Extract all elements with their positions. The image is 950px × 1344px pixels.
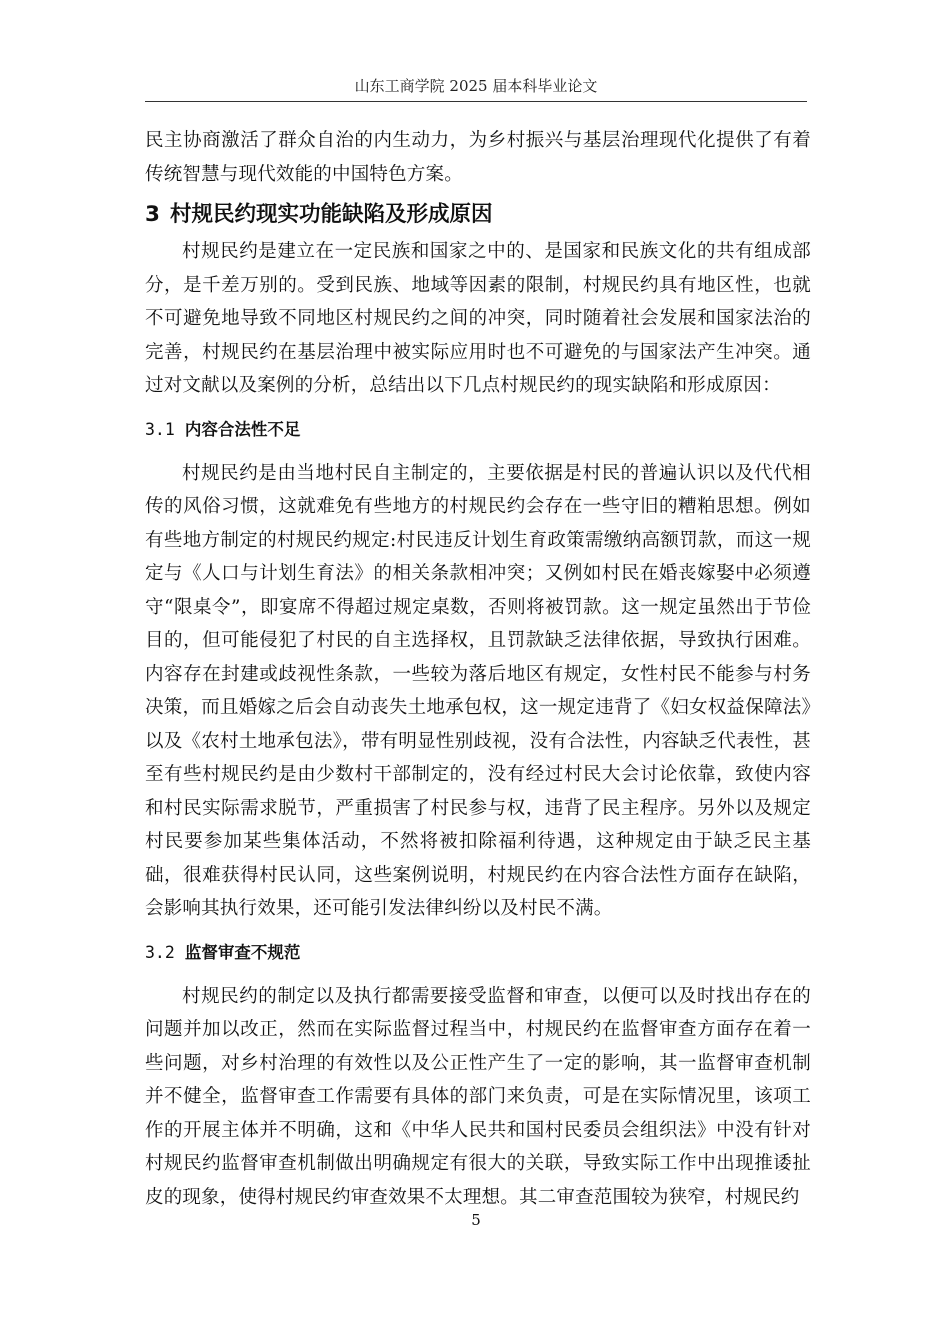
section-3-1-title: 内容合法性不足 — [184, 419, 301, 439]
section-3-1-heading — [145, 417, 811, 443]
section-3-1-number: 3.1 — [145, 419, 175, 439]
page-header: 山东工商学院 2025 届本科毕业论文 — [354, 77, 598, 95]
section-3-2-title: 监督审查不规范 — [184, 942, 301, 962]
section-3-2-number: 3.2 — [145, 942, 175, 962]
document-body — [145, 124, 811, 1214]
intro-paragraph: 民主协商激活了群众自治的内生动力，为乡村振兴与基层治理现代化提供了有着传统智慧与现代效能的中国特色方案。 — [145, 130, 811, 185]
section-3-title: 村规民约现实功能缺陷及形成原因 — [169, 202, 493, 227]
section-3-2-heading — [145, 940, 811, 966]
header-divider — [145, 101, 807, 102]
section-3-paragraph: 村规民约是建立在一定民族和国家之中的、是国家和民族文化的共有组成部分，是千差万别的。受到民族、地域等因素的限制，村规民约具有地区性，也就不可避免地导致不同地区村规民约之间的冲突，同时随着社会发展和国家法治的完善，村规民约在基层治理中被实际应用时也不可避免的与国家法产生冲突。通过对文献以及案例的分析，总结出以下几点村规民约的现实缺陷和形成原因： — [145, 241, 811, 396]
section-3-2-paragraph: 村规民约的制定以及执行都需要接受监督和审查，以便可以及时找出存在的问题并加以改正，然而在实际监督过程当中，村规民约在监督审查方面存在着一些问题，对乡村治理的有效性以及公正性产生了一定的影响，其一监督审查机制并不健全，监督审查工作需要有具体的部门来负责，可是在实际情况里，该项工作的开展主体并不明确，这和《中华人民共和国村民委员会组织法》中没有针对村规民约监督审查机制做出明确规定有很大的关联，导致实际工作中出现推诿扯皮的现象，使得村规民约审查效果不太理想。其二审查范围较为狭窄，村规民约 — [145, 985, 811, 1208]
section-3-1-paragraph: 村规民约是由当地村民自主制定的，主要依据是村民的普遍认识以及代代相传的风俗习惯，这就难免有些地方的村规民约会存在一些守旧的糟粕思想。例如有些地方制定的村规民约规定:村民违反计划生育政策需缴纳高额罚款，而这一规定与《人口与计划生育法》的相关条款相冲突；又例如村民在婚丧嫁娶中必须遵守“限桌令”，即宴席不得超过规定桌数，否则将被罚款。这一规定虽然出于节俭目的，但可能侵犯了村民的自主选择权，且罚款缺乏法律依据，导致执行困难。内容存在封建或歧视性条款，一些较为落后地区有规定，女性村民不能参与村务决策，而且婚嫁之后会自动丧失土地承包权，这一规定违背了《妇女权益保障法》以及《农村土地承包法》，带有明显性别歧视，没有合法性，内容缺乏代表性，甚至有些村规民约是由少数村干部制定的，没有经过村民大会讨论依靠，致使内容和村民实际需求脱节，严重损害了村民参与权，违背了民主程序。另外以及规定村民要参加某些集体活动，不然将被扣除福利待遇，这种规定由于缺乏民主基础，很难获得村民认同，这些案例说明，村规民约在内容合法性方面存在缺陷，会影响其执行效果，还可能引发法律纠纷以及村民不满。 — [145, 462, 811, 919]
section-3-heading — [145, 195, 811, 235]
section-3-number: 3 — [145, 202, 160, 227]
page-number: 5 — [471, 1211, 481, 1229]
